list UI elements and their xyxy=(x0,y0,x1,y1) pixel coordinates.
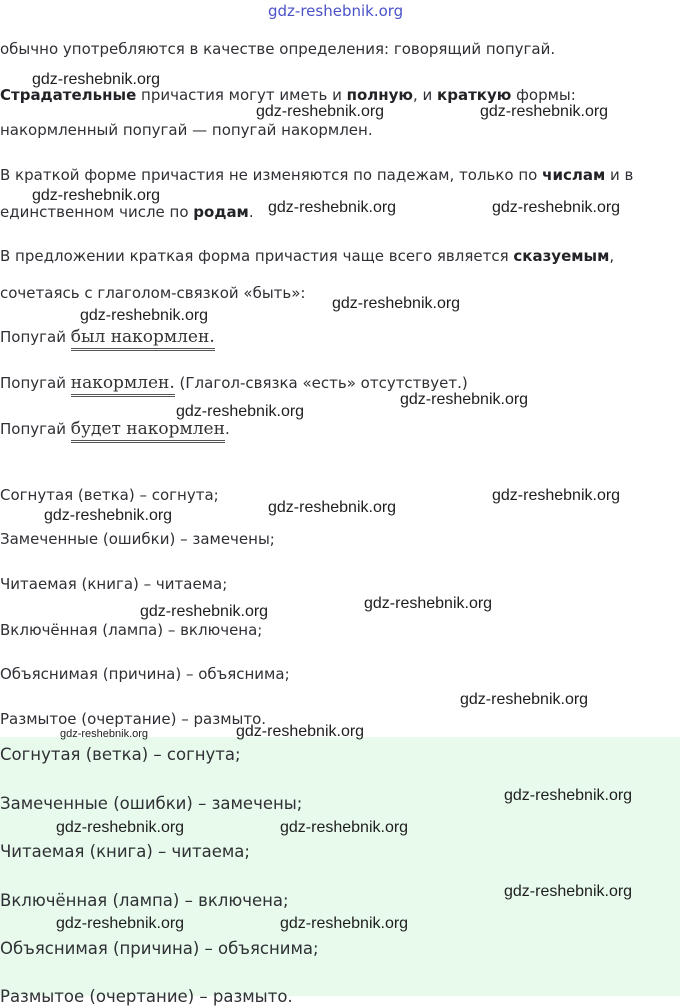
watermark: gdz-reshebnik.org xyxy=(56,819,185,836)
watermark: gdz-reshebnik.org xyxy=(32,71,161,88)
watermark: gdz-reshebnik.org xyxy=(280,915,409,932)
watermark: gdz-reshebnik.org xyxy=(504,883,633,900)
list-item: Включённая (лампа) – включена; xyxy=(0,621,263,639)
example-predicate: был накормлен. xyxy=(71,327,215,351)
list-item: Замеченные (ошибки) – замечены; xyxy=(0,530,275,548)
list-item: Читаемая (книга) – читаема; xyxy=(0,575,228,593)
answer-item: Включённая (лампа) – включена; xyxy=(0,891,289,910)
example-subject: Попугай xyxy=(0,420,71,438)
watermark: gdz-reshebnik.org xyxy=(280,819,409,836)
watermark: gdz-reshebnik.org xyxy=(492,487,621,504)
watermark: gdz-reshebnik.org xyxy=(32,187,161,204)
top-watermark: gdz-reshebnik.org xyxy=(268,2,404,20)
watermark: gdz-reshebnik.org xyxy=(492,199,621,216)
watermark: gdz-reshebnik.org xyxy=(504,787,633,804)
example-2 xyxy=(0,373,468,397)
example-1 xyxy=(0,327,215,351)
example-predicate: накормлен. xyxy=(71,373,175,397)
answer-item: Согнутая (ветка) – согнута; xyxy=(0,745,241,764)
example-3 xyxy=(0,419,230,443)
watermark: gdz-reshebnik.org xyxy=(460,691,589,708)
bold-term: родам xyxy=(193,203,249,221)
watermark: gdz-reshebnik.org xyxy=(256,103,385,120)
text-line-4 xyxy=(0,165,633,185)
bold-term: сказуемым xyxy=(513,247,610,265)
watermark: gdz-reshebnik.org xyxy=(400,391,529,408)
example-subject: Попугай xyxy=(0,328,71,346)
text-line-3: накормленный попугай — попугай накормлен. xyxy=(0,121,373,139)
answer-item: Замеченные (ошибки) – замечены; xyxy=(0,794,303,813)
watermark: gdz-reshebnik.org xyxy=(364,595,493,612)
example-predicate: будет накормлен xyxy=(71,419,225,443)
text-line-1: обычно употребляются в качестве определения: говорящий попугай. xyxy=(0,40,556,58)
list-item: Размытое (очертание) – размыто. xyxy=(0,710,267,728)
answer-item: Объяснимая (причина) – объяснима; xyxy=(0,939,319,958)
bold-term: краткую xyxy=(437,86,512,104)
watermark: gdz-reshebnik.org xyxy=(56,915,185,932)
bold-term: Страдательные xyxy=(0,86,137,104)
watermark: gdz-reshebnik.org xyxy=(480,103,609,120)
text-fragment: , и xyxy=(412,86,438,104)
text-line-7: сочетаясь с глаголом-связкой «быть»: xyxy=(0,284,306,302)
text-line-6 xyxy=(0,246,614,266)
example-note: (Глагол-связка «есть» отсутствует.) xyxy=(174,374,468,392)
watermark: gdz-reshebnik.org xyxy=(236,723,365,740)
list-item: Объяснимая (причина) – объяснима; xyxy=(0,665,290,683)
watermark: gdz-reshebnik.org xyxy=(44,507,173,524)
text-fragment: В предложении краткая форма причастия чаще всего является xyxy=(0,247,514,265)
watermark: gdz-reshebnik.org xyxy=(80,307,209,324)
text-fragment: В краткой форме причастия не изменяются по падежам, только по xyxy=(0,166,543,184)
watermark: gdz-reshebnik.org xyxy=(60,728,149,740)
answer-item: Читаемая (книга) – читаема; xyxy=(0,842,250,861)
list-item: Согнутая (ветка) – согнута; xyxy=(0,486,219,504)
watermark: gdz-reshebnik.org xyxy=(332,295,461,312)
watermark: gdz-reshebnik.org xyxy=(268,199,397,216)
watermark: gdz-reshebnik.org xyxy=(140,603,269,620)
bold-term: числам xyxy=(542,166,606,184)
bold-term: полную xyxy=(346,86,413,104)
text-fragment: формы: xyxy=(511,86,576,104)
example-subject: Попугай xyxy=(0,374,71,392)
text-fragment: единственном числе по xyxy=(0,203,194,221)
text-line-5 xyxy=(0,202,254,222)
example-end: . xyxy=(224,420,230,438)
text-fragment: причастия могут иметь и xyxy=(136,86,347,104)
text-fragment: , xyxy=(609,247,615,265)
watermark: gdz-reshebnik.org xyxy=(176,403,305,420)
watermark: gdz-reshebnik.org xyxy=(268,499,397,516)
text-fragment: и в xyxy=(605,166,634,184)
answer-item: Размытое (очертание) – размыто. xyxy=(0,987,293,1006)
text-fragment: . xyxy=(248,203,254,221)
